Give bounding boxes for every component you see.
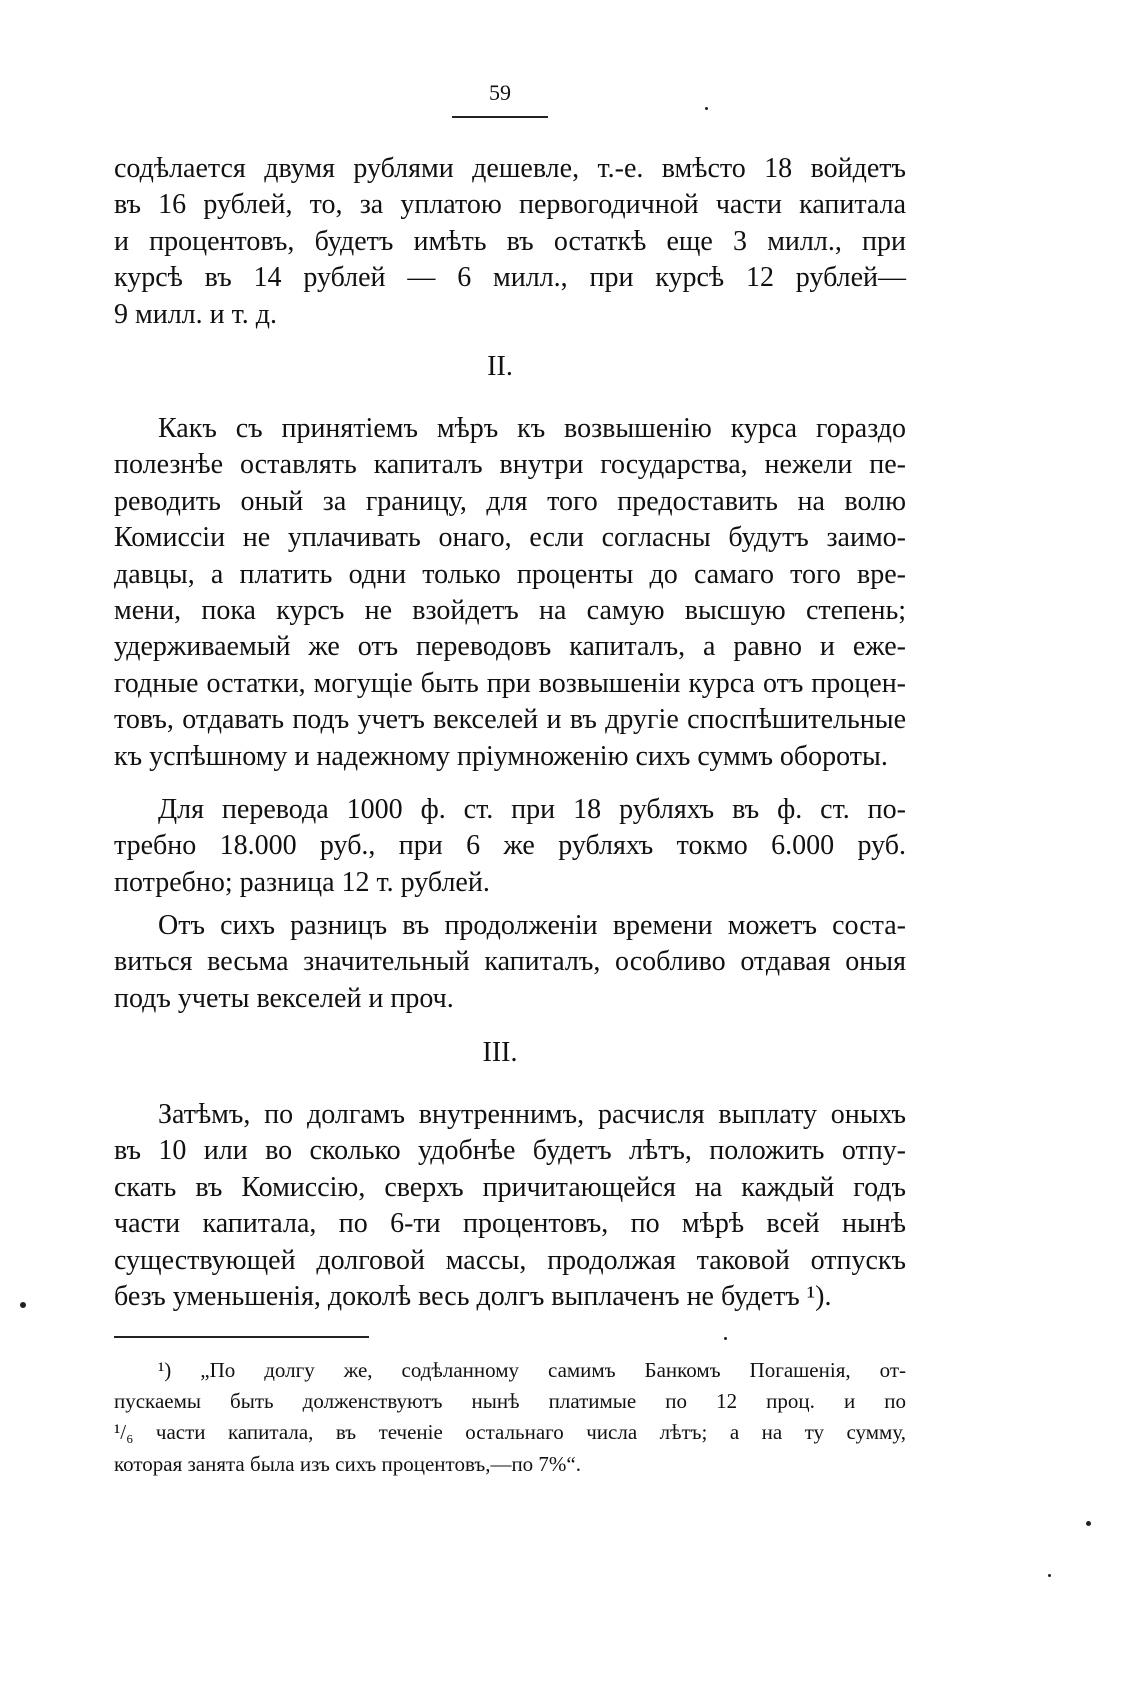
text-line: существующей долговой массы, продолжая таковой отпускъ [114,1244,906,1276]
text-line: и процентовъ, будетъ имѣть въ остаткѣ еще 3 милл., при [114,225,906,257]
text-line: въ 16 рублей, то, за уплатою первогодичной части капитала [114,189,906,221]
scan-speck [20,1302,26,1308]
text-line: скать въ Комиссію, сверхъ причитающейся на каждый годъ [114,1171,906,1203]
text-line: реводить оный за границу, для того предоставить на волю [114,485,906,517]
text-line: удерживаемый же отъ переводовъ капиталъ, а равно и еже- [114,631,906,663]
text-line: подъ учеты векселей и проч. [114,982,454,1014]
section-ii-paragraph-3 [114,908,906,1017]
footnote-line: которая занята была изъ сихъ процентовъ,—по 7%“. [114,1451,581,1476]
page-number-rule [452,116,548,118]
text-line: безъ уменьшенія, доколѣ весь долгъ выплаченъ не будетъ ¹). [114,1281,832,1313]
text-line: полезнѣе оставлять капиталъ внутри государства, нежели пе- [114,449,906,481]
footnote-line: ¹/₆ части капитала, въ теченіе остальнаго числа лѣтъ; а на ту сумму, [114,1420,906,1445]
text-line: къ успѣшному и надежному пріумноженію сихъ суммъ обороты. [114,740,888,772]
text-line: въ 10 или во сколько удобнѣе будетъ лѣтъ, положить отпу- [114,1135,906,1167]
intro-paragraph [114,151,906,333]
section-ii-paragraph-1 [114,411,906,775]
footnote-line: пускаемы быть долженствуютъ нынѣ платимые по 12 проц. и по [114,1389,906,1414]
footnote [114,1355,906,1480]
text-line: требно 18.000 руб., при 6 же рубляхъ токмо 6.000 руб. [114,830,906,862]
scan-speck [1086,1521,1091,1526]
footnote-rule [114,1336,369,1338]
text-line: Затѣмъ, по долгамъ внутреннимъ, расчисля выплату оныхъ [158,1099,906,1130]
text-line: содѣлается двумя рублями дешевле, т.-е. вмѣсто 18 войдетъ [114,153,906,184]
section-ii-paragraph-2 [114,792,906,901]
section-heading-iii: III. [482,1037,518,1068]
text-line: Отъ сихъ разницъ въ продолженіи времени можетъ соста- [158,910,906,941]
text-line: части капитала, по 6-ти процентовъ, по мѣрѣ всей нынѣ [114,1208,906,1240]
scan-speck [1048,1574,1051,1577]
text-line: давцы, а платить одни только проценты до самаго того вре- [114,558,906,590]
scan-speck [705,107,708,110]
text-line: курсѣ въ 14 рублей — 6 милл., при курсѣ 12 рублей— [114,262,906,294]
text-line: мени, пока курсъ не взойдетъ на самую высшую степень; [114,595,906,627]
section-heading-ii: II. [487,351,513,382]
text-line: виться весьма значительный капиталъ, особливо отдавая оныя [114,946,906,978]
section-iii-paragraph-1 [114,1097,906,1315]
page-number: 59 [489,80,511,105]
text-line: Для перевода 1000 ф. ст. при 18 рубляхъ въ ф. ст. по- [158,794,906,825]
scan-speck [724,1337,727,1340]
text-line: 9 милл. и т. д. [114,298,278,330]
text-line: потребно; разница 12 т. рублей. [114,866,490,898]
text-line: годные остатки, могущіе быть при возвышеніи курса отъ процен- [114,667,906,699]
text-line: товъ, отдавать подъ учетъ векселей и въ другіе споспѣшительные [114,704,906,736]
text-line: Какъ съ принятіемъ мѣръ къ возвышенію курса гораздо [158,413,906,444]
text-line: Комиссіи не уплачивать онаго, если согласны будутъ заимо- [114,522,906,554]
footnote-line: ¹) „По долгу же, содѣланному самимъ Банкомъ Погашенія, от- [158,1358,906,1382]
